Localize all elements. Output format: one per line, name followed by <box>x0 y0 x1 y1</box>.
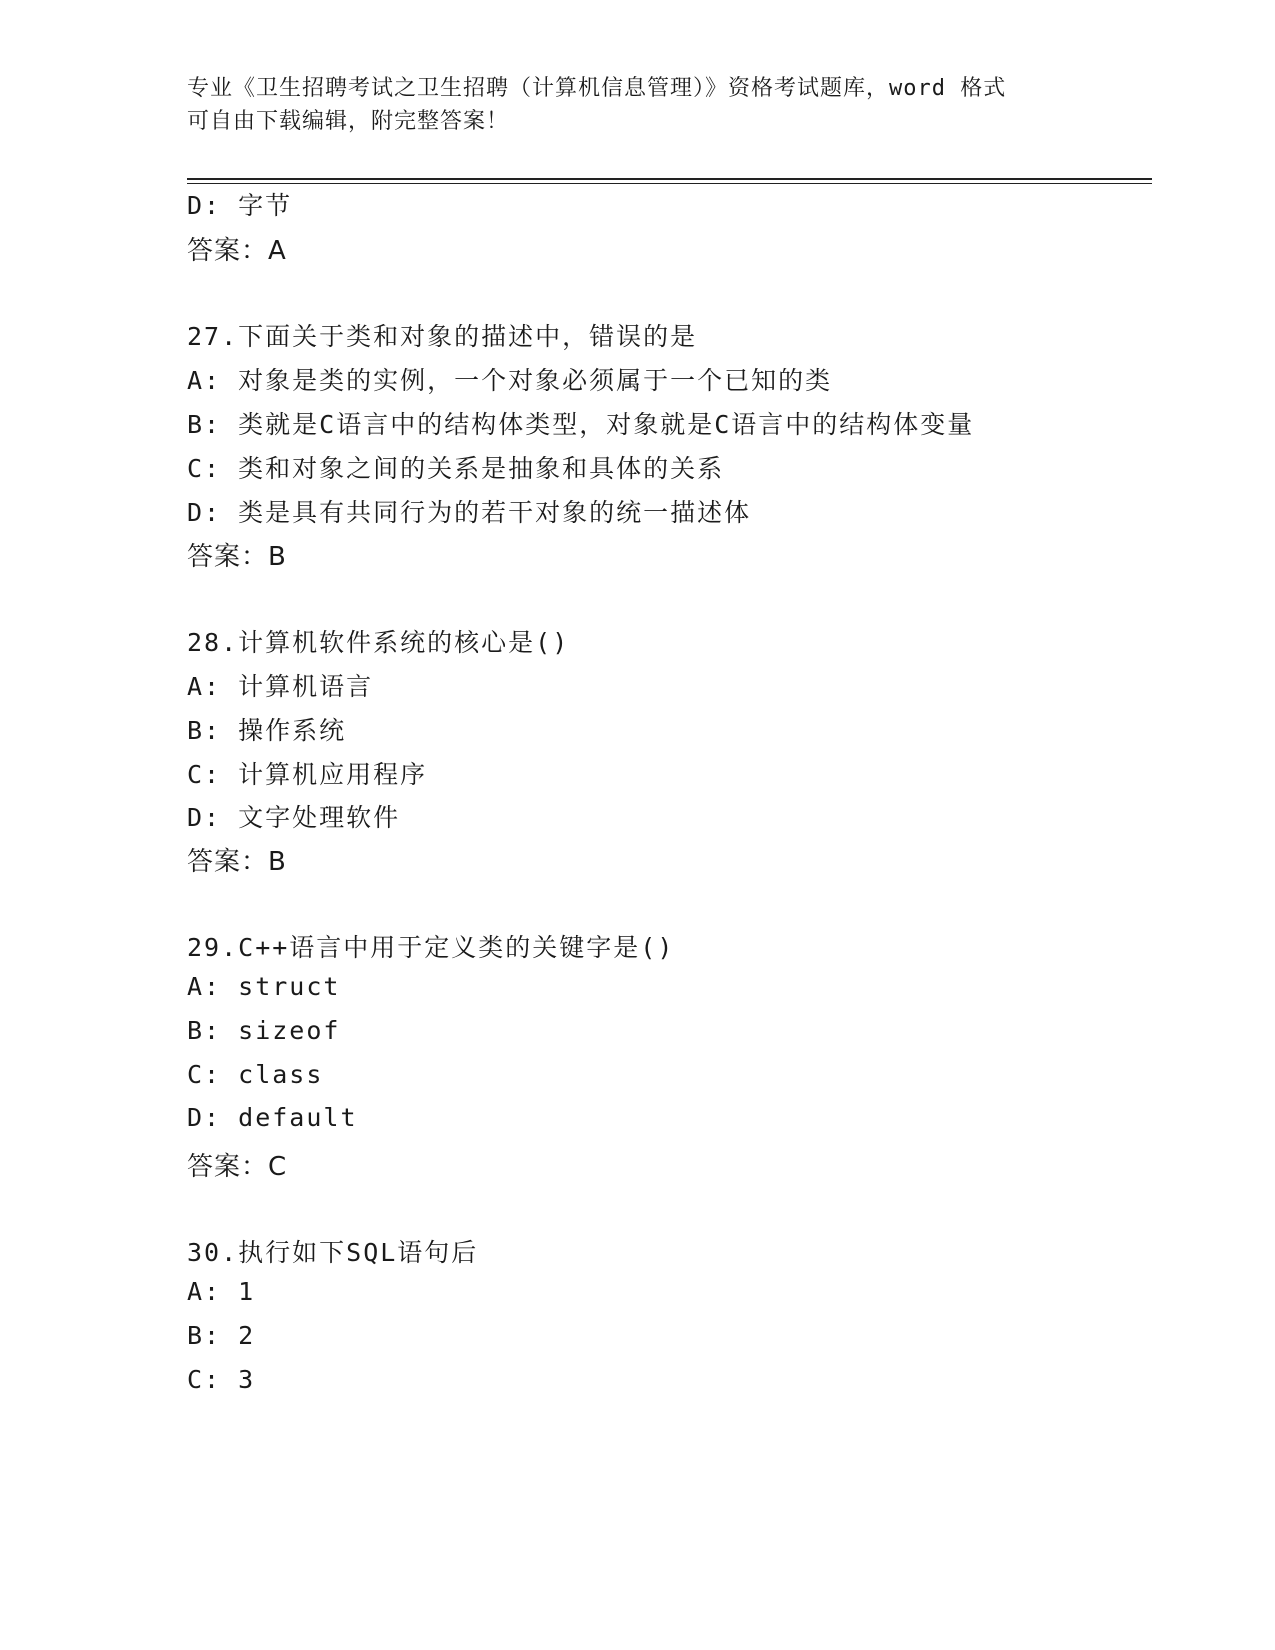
q28-option-b: B: 操作系统 <box>187 716 347 745</box>
q27-option-a: A: 对象是类的实例，一个对象必须属于一个已知的类 <box>187 366 833 395</box>
header-title-line-1: 专业《卫生招聘考试之卫生招聘（计算机信息管理）》资格考试题库，word 格式 <box>187 76 1007 101</box>
header-divider-thick <box>187 178 1152 180</box>
q29-option-c: C: class <box>187 1060 324 1089</box>
q30-question: 30.执行如下SQL语句后 <box>187 1238 479 1267</box>
q27-option-b: B: 类就是C语言中的结构体类型，对象就是C语言中的结构体变量 <box>187 410 975 439</box>
q29-option-d: D: default <box>187 1103 358 1132</box>
q27-answer: 答案：B <box>187 542 287 572</box>
q29-option-b: B: sizeof <box>187 1016 341 1045</box>
q30-option-c: C: 3 <box>187 1365 256 1394</box>
q30-option-a: A: 1 <box>187 1277 256 1306</box>
q27-option-d: D: 类是具有共同行为的若干对象的统一描述体 <box>187 498 752 527</box>
prev-option-d: D: 字节 <box>187 191 293 220</box>
document-header <box>187 72 1087 138</box>
q29-answer: 答案：C <box>187 1152 288 1182</box>
header-title-line-2: 可自由下载编辑，附完整答案！ <box>187 109 510 134</box>
q30-option-b: B: 2 <box>187 1321 256 1350</box>
q28-answer: 答案：B <box>187 847 287 877</box>
q29-question: 29.C++语言中用于定义类的关键字是() <box>187 933 675 962</box>
q28-option-a: A: 计算机语言 <box>187 672 374 701</box>
q29-option-a: A: struct <box>187 972 341 1001</box>
q27-option-c: C: 类和对象之间的关系是抽象和具体的关系 <box>187 454 725 483</box>
q27-question: 27.下面关于类和对象的描述中，错误的是 <box>187 322 698 351</box>
header-divider-thin <box>187 183 1152 184</box>
q28-question: 28.计算机软件系统的核心是() <box>187 628 570 657</box>
q28-option-c: C: 计算机应用程序 <box>187 760 428 789</box>
prev-answer: 答案：A <box>187 236 287 266</box>
q28-option-d: D: 文字处理软件 <box>187 803 401 832</box>
